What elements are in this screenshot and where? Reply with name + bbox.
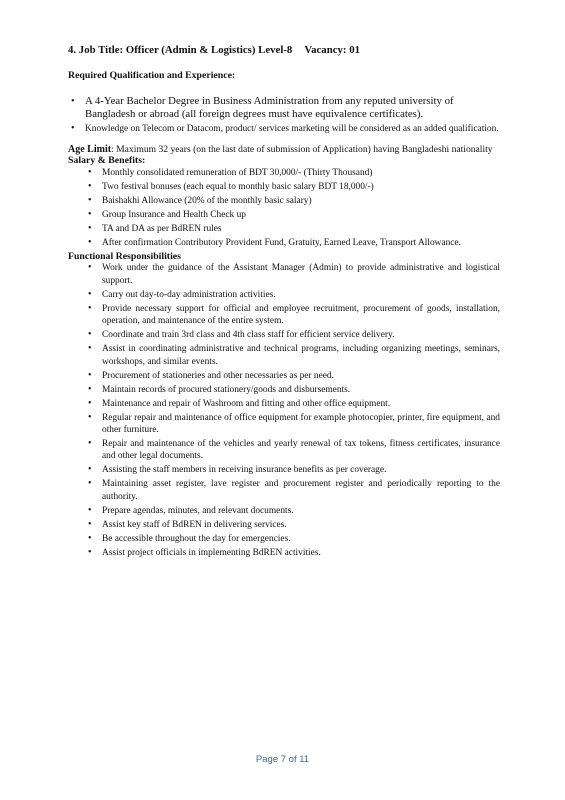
list-item: • Regular repair and maintenance of office equipment for example photocopier, printer, fire equipment, and other furniture. [68, 412, 500, 437]
age-limit [68, 144, 500, 155]
list-item: • TA and DA as per BdREN rules [68, 223, 500, 235]
list-item: • Procurement of stationeries and other necessaries as per need. [68, 370, 500, 382]
list-item: • Assisting the staff members in receiving insurance benefits as per coverage. [68, 464, 500, 476]
list-item: • Maintain records of procured stationery/goods and disbursements. [68, 384, 500, 396]
list-item: • A 4-Year Bachelor Degree in Business Administration from any reputed university of Bangladesh or abroad (all foreign degrees must have equivalence certificates). [68, 95, 500, 121]
list-item: • Two festival bonuses (each equal to monthly basic salary BDT 18,000/-) [68, 181, 500, 193]
job-title: 4. Job Title: Officer (Admin & Logistics) Level-8 [68, 44, 293, 56]
functional-heading: Functional Responsibilities [68, 250, 181, 262]
list-item: • Assist key staff of BdREN in delivering services. [68, 519, 500, 531]
page-number-footer: Page 7 of 11 [255, 754, 310, 765]
list-item: • Knowledge on Telecom or Datacom, product/ services marketing will be considered as an added qualification. [68, 123, 500, 136]
list-item: • Be accessible throughout the day for emergencies. [68, 533, 500, 545]
list-item: • Provide necessary support for official and employee recruitment, procurement of goods, installation, operation, and maintenance of the entire system. [68, 303, 500, 328]
salary-heading: Salary & Benefits: [68, 155, 146, 167]
required-qualification-heading: Required Qualification and Experience: [68, 70, 236, 81]
job-title-line [68, 44, 500, 56]
list-item: • Monthly consolidated remuneration of BDT 30,000/- (Thirty Thousand) [68, 167, 500, 179]
list-item: • Prepare agendas, minutes, and relevant documents. [68, 505, 500, 517]
list-item: • Assist in coordinating administrative and technical programs, including organizing meetings, seminars, workshops, and similar events. [68, 343, 500, 368]
vacancy: Vacancy: 01 [304, 44, 360, 56]
list-item: • After confirmation Contributory Provident Fund, Gratuity, Earned Leave, Transport Allowance. [68, 237, 500, 249]
list-item: • Maintenance and repair of Washroom and fitting and other office equipment. [68, 398, 500, 410]
list-item: • Maintaining asset register, lave register and procurement register and periodically reporting to the authority. [68, 478, 500, 503]
page-content [68, 44, 500, 561]
qualification-list [68, 95, 500, 136]
list-item: • Group Insurance and Health Check up [68, 209, 500, 221]
list-item: • Baishakhi Allowance (20% of the monthly basic salary) [68, 195, 500, 207]
list-item: • Coordinate and train 3rd class and 4th class staff for efficient service delivery. [68, 329, 500, 341]
list-item: • Assist project officials in implementing BdREN activities. [68, 547, 500, 559]
list-item: • Repair and maintenance of the vehicles and yearly renewal of tax tokens, fitness certificates, insurance and other legal documents. [68, 438, 500, 463]
age-limit-text: : Maximum 32 years (on the last date of submission of Application) having Bangladeshi nationality [111, 144, 493, 155]
functional-list [68, 262, 500, 559]
age-limit-label: Age Limit [68, 144, 112, 155]
salary-list [68, 167, 500, 249]
list-item: • Carry out day-to-day administration activities. [68, 289, 500, 301]
list-item: • Work under the guidance of the Assistant Manager (Admin) to provide administrative and logistical support. [68, 262, 500, 287]
